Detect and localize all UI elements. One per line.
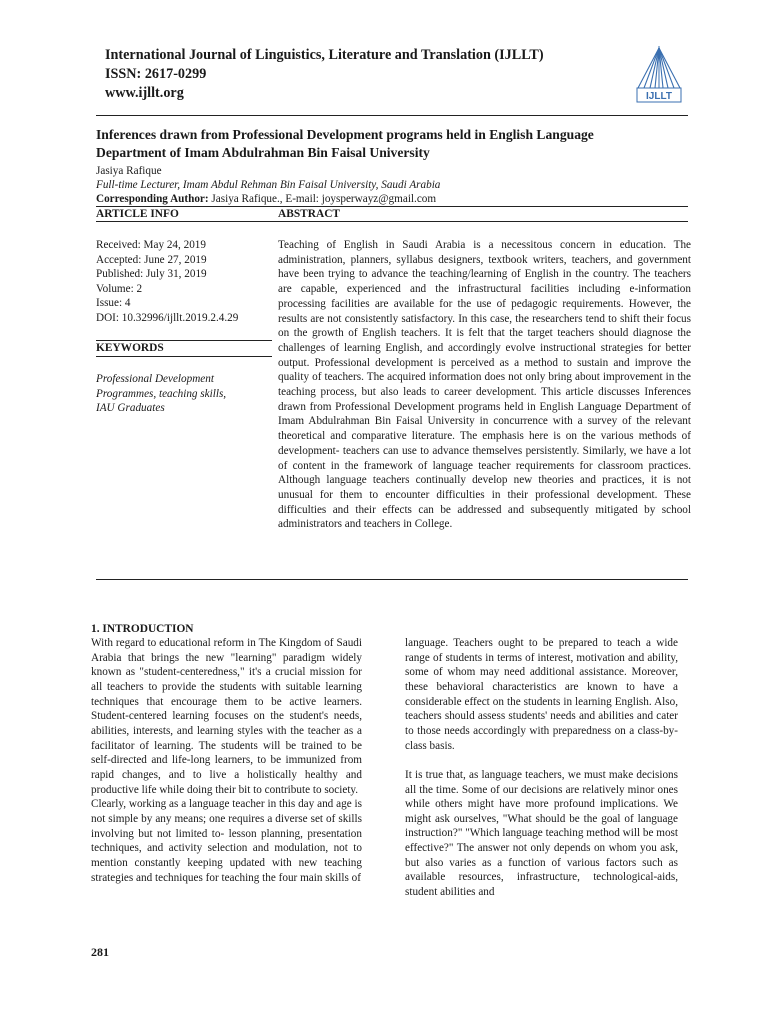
corresponding-author-label: Corresponding Author: <box>96 193 209 205</box>
body-column-left <box>91 636 362 885</box>
keywords-list <box>96 372 226 416</box>
page-number: 281 <box>91 945 109 959</box>
abstract-bottom-rule <box>96 579 688 580</box>
logo-pyramid-icon <box>636 44 682 104</box>
author-name: Jasiya Rafique <box>96 165 162 177</box>
corresponding-author-value[interactable]: Jasiya Rafique., E-mail: joysperwayz@gmail.com <box>211 193 437 205</box>
published-date: Published: July 31, 2019 <box>96 268 207 281</box>
abstract-text: Teaching of English in Saudi Arabia is a necessitous concern in education. The administration, planners, syllabus designers, textbook writers, teachers, and government have been trying to advance the teaching/learning of English in the country. The teachers are capable, experienced and the infrastructural facilities including e-information processing facilities are available for the use of pedagogic requirements. However, the results are not consistently satisfactory. In this case, the researchers tend to shift their focus on the growth of English teachers. It is felt that the target teachers should diagnose the challenges of learning English, and accordingly evolve instructional strategies for better output. Professional development is perceived as a method to sustain and improve the quality of teachers. The acquired information does not only bring about improvement in the teaching process, but also leads to career development. This article discusses Inferences drawn from Professional Development programs held in English Language Department of Imam Abdulrahman Bin Faisal University in concurrence with a survey of the relevant theoretical and comparative literature. The emphasis here is on the various methods of development- teachers can use to advance themselves persistently. Similarly, we have a lot of content in the framework of language teacher requirements for classroom practices. Although language teachers continually develop new theories and practices, it is not unusual for them to encounter difficulties in their professional development. These difficulties and their effects can be addressed and subsequently mitigated by school administrators and teachers in College. <box>278 239 691 531</box>
intro-paragraph-3: language. Teachers ought to be prepared to teach a wide range of students in terms of interest, motivation and ability, some of whom may need additional assistance. Moreover, these behavioral characteristics are known to have a considerable effect on the students in learning English. Also, teachers should assess students' needs and abilities and cater to those needs accordingly with preparedness on a class-by-class basis. <box>405 637 678 752</box>
keyword-line-1: Professional Development <box>96 373 214 385</box>
accepted-date: Accepted: June 27, 2019 <box>96 253 207 266</box>
issue: Issue: 4 <box>96 297 131 310</box>
intro-paragraph-2: Clearly, working as a language teacher in this day and age is not simple by any means; one requires a diverse set of skills involving but not limited to- lesson planning, presentation techniques, and activity selection and modulation, not to mention constantly keeping updated with new teaching strategies and techniques for teaching the four main skills of <box>91 798 362 884</box>
keyword-line-3: IAU Graduates <box>96 402 165 415</box>
received-date: Received: May 24, 2019 <box>96 239 206 251</box>
intro-paragraph-1: With regard to educational reform in The Kingdom of Saudi Arabia that brings the new "learning" paradigm widely known as "student-centeredness," it's a crucial mission for all teachers to provide the students with suitable learning techniques that encourage them to be active learners. Student-centered learning focuses on the student's needs, abilities, interests, and learning styles with the teacher as a facilitator of learning. The students will be trained to be self-directed and life-long learners, to be immunized from rapid changes, and to live a holistically healthy and productive life while doing their bit to contribute to society. <box>91 637 362 796</box>
article-info-heading: ARTICLE INFO <box>96 208 179 220</box>
author-affiliation: Full-time Lecturer, Imam Abdul Rehman Bin Faisal University, Saudi Arabia <box>96 179 441 191</box>
doi[interactable]: DOI: 10.32996/ijllt.2019.2.4.29 <box>96 311 239 324</box>
abstract-heading: ABSTRACT <box>278 208 341 220</box>
info-top-rule <box>96 206 688 207</box>
corresponding-author <box>96 192 436 207</box>
journal-issn: ISSN: 2617-0299 <box>105 66 207 82</box>
info-heading-rule <box>96 221 688 222</box>
article-title <box>96 126 686 162</box>
keywords-bottom-rule <box>96 356 272 357</box>
introduction-heading: 1. INTRODUCTION <box>91 623 194 635</box>
header-divider <box>96 115 688 116</box>
article-info-list <box>96 238 238 326</box>
keyword-line-2: Programmes, teaching skills, <box>96 387 227 400</box>
article-title-line-2: Department of Imam Abdulrahman Bin Faisal University <box>96 145 430 160</box>
logo-text: IJLLT <box>646 91 672 102</box>
journal-name: International Journal of Linguistics, Literature and Translation (IJLLT) <box>105 47 544 63</box>
article-title-line-1: Inferences drawn from Professional Development programs held in English Language <box>96 127 594 142</box>
journal-website[interactable]: www.ijllt.org <box>105 85 184 101</box>
keywords-heading: KEYWORDS <box>96 342 164 354</box>
volume: Volume: 2 <box>96 282 143 295</box>
journal-logo <box>636 44 682 104</box>
body-column-right <box>405 636 678 900</box>
intro-paragraph-4: It is true that, as language teachers, we must make decisions all the time. Some of our decisions are relatively minor ones while others might have more profound implications. We might ask ourselves, "What should be the goal of language instruction?" "Which language teaching method will be most effective?" The answer not only depends on whom you ask, but also varies as a function of various factors such as available resources, infrastructure, technological-aids, student abilities and <box>405 768 678 899</box>
